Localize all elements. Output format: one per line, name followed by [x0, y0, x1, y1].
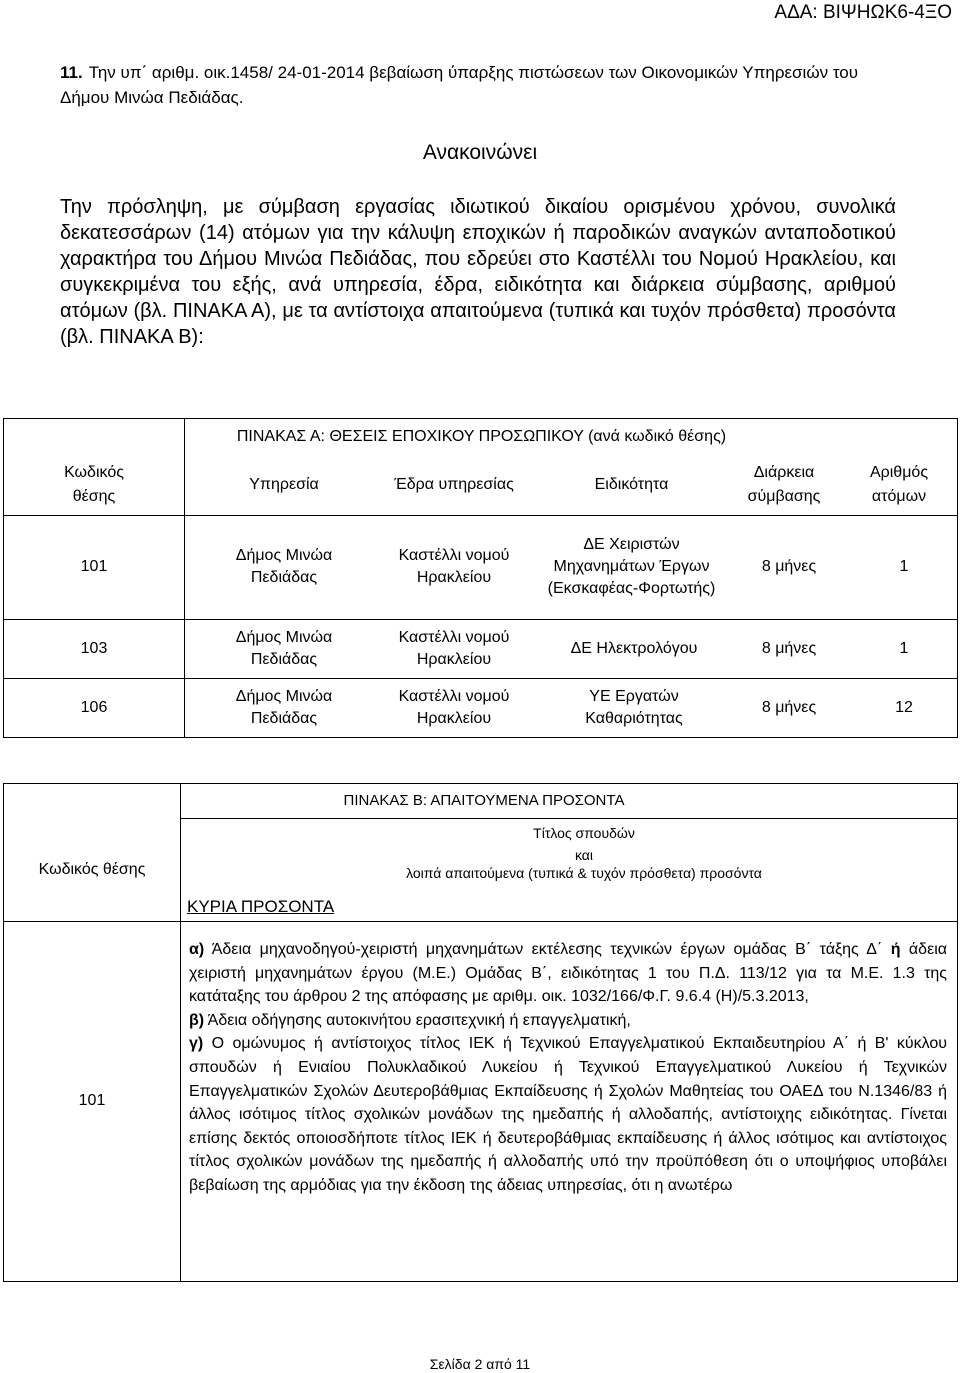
header-duration: Διάρκεια σύμβασης [747, 464, 821, 505]
table-b-row-code: 101 [78, 1092, 106, 1109]
header-code: Κωδικός θέσης [64, 464, 124, 505]
row-106-persons: 12 [895, 698, 913, 716]
row-103-persons: 1 [899, 639, 909, 657]
row-106-seat: Καστέλλι νομού Ηρακλείου [398, 687, 510, 727]
item-text: Την υπ΄ αριθμ. οικ.1458/ 24-01-2014 βεβαίωση ύπαρξης πιστώσεων των Οικονομικών Υπηρεσιών του Δήμου Μινώα Πεδιάδας. [60, 63, 859, 107]
qual-header-3: λοιπά απαιτούμενα (τυπικά & τυχόν πρόσθετα) προσόντα [406, 865, 762, 881]
table-b-title: ΠΙΝΑΚΑΣ Β: ΑΠΑΙΤΟΥΜΕΝΑ ΠΡΟΣΟΝΤΑ [343, 792, 625, 809]
row-101-persons: 1 [899, 558, 909, 575]
req-a: α) Άδεια μηχανοδηγού-χειριστή μηχανημάτων εκτέλεσης τεχνικών έργων ομάδας Β΄ τάξης Δ΄ ή άδεια χειριστή μηχανημάτων έργου (Μ.Ε.) Ομάδας Β΄, ειδικότητας 1 του Π.Δ. 113/12 για τα Μ.Ε. 1.3 της κατάταξης του άρθρου 2 της απόφασης με αριθμ. οικ. 1032/166/Φ.Γ. 9.6.4 (Η)/5.3.2013, [189, 941, 947, 1006]
row-101-code: 101 [80, 558, 108, 575]
item-11 [60, 60, 910, 110]
row-101-service: Δήμος Μινώα Πεδιάδας [235, 547, 333, 586]
row-101-specialty: ΔΕ Χειριστών Μηχανημάτων Έργων (Εκσκαφέας-Φορτωτής) [547, 536, 716, 597]
header-persons: Αριθμός ατόμων [869, 464, 929, 505]
req-c: γ) Ο ομώνυμος ή αντίστοιχος τίτλος ΙΕΚ ή Τεχνικού Επαγγελματικού Εκπαιδευτηρίου Α΄ ή Β' κύκλου σπουδών ή Ενιαίου Πολυκλαδικού Λυκείου ή Τεχνικού Επαγγελματικού Λυκείου ή Τεχνικών Επαγγελματικών Σχολών Δευτεροβάθμιας Εκπαίδευσης ή Σχολών Μαθητείας του ΟΑΕΔ του Ν.1346/83 ή άλλος ισότιμος τίτλος σχολικών μονάδων της ημεδαπής ή αλλοδαπής, αντίστοιχης ειδικότητας. Γίνεται επίσης δεκτός οποιοσδήποτε τίτλος ΙΕΚ ή δευτεροβάθμιας εκπαίδευσης ή άλλος ισότιμος και αντίστοιχος τίτλος σχολικών μονάδων της ημεδαπής ή αλλοδαπής υπό την προϋπόθεση ότι ο υποψήφιος υποβάλει βεβαίωση της αρμόδιας για την έκδοση της άδειας υπηρεσίας, ότι η ανωτέρω [189, 1035, 947, 1194]
header-service: Υπηρεσία [249, 476, 319, 493]
announcement-heading: Ανακοινώνει [422, 141, 538, 164]
row-103-duration: 8 μήνες [761, 639, 817, 657]
row-106-duration: 8 μήνες [761, 698, 817, 716]
row-103-seat: Καστέλλι νομού Ηρακλείου [398, 628, 510, 668]
qual-header-2: και [574, 847, 594, 863]
header-specialty: Ειδικότητα [594, 476, 669, 493]
row-101-duration: 8 μήνες [761, 558, 817, 575]
item-number: 11. [60, 63, 83, 82]
row-106-code: 106 [80, 698, 108, 716]
qual-header-1: Τίτλος σπουδών [533, 825, 635, 841]
main-qualifications-label: ΚΥΡΙΑ ΠΡΟΣΟΝΤΑ [187, 897, 335, 916]
req-b: β) Άδεια οδήγησης αυτοκινήτου ερασιτεχνική ή επαγγελματική, [189, 1011, 631, 1029]
table-b [3, 783, 958, 1282]
table-a [3, 418, 958, 738]
table-a-title: ΠΙΝΑΚΑΣ Α: ΘΕΣΕΙΣ ΕΠΟΧΙΚΟΥ ΠΡΟΣΩΠΙΚΟΥ (ανά κωδικό θέσης) [236, 428, 727, 445]
qualifications-text [189, 938, 947, 1198]
intro-paragraph: Την πρόσληψη, με σύμβαση εργασίας ιδιωτικού δικαίου ορισμένου χρόνου, συνολικά δεκατεσσάρων (14) ατόμων για την κάλυψη εποχικών ή παροδικών αναγκών ανταποδοτικού χαρακτήρα του Δήμου Μινώα Πεδιάδας, που εδρεύει στο Καστέλλι του Νομού Ηρακλείου, και συγκεκριμένα του εξής, ανά υπηρεσία, έδρα, ειδικότητα και διάρκεια σύμβασης, αριθμού ατόμων (βλ. ΠΙΝΑΚΑ Α), με τα αντίστοιχα απαιτούμενα (τυπικά και τυχόν πρόσθετα) προσόντα (βλ. ΠΙΝΑΚΑ Β): [60, 196, 896, 348]
row-106-specialty: ΥΕ Εργατών Καθαριότητας [585, 687, 683, 727]
row-103-specialty: ΔΕ Ηλεκτρολόγου [570, 639, 698, 657]
row-101-seat: Καστέλλι νομού Ηρακλείου [398, 547, 510, 586]
row-103-code: 103 [80, 639, 108, 657]
row-106-service: Δήμος Μινώα Πεδιάδας [235, 687, 333, 727]
page-footer: Σελίδα 2 από 11 [429, 1356, 531, 1372]
ada-code: ΑΔΑ: ΒΙΨΗΩΚ6-4ΞΟ [774, 2, 952, 23]
row-103-service: Δήμος Μινώα Πεδιάδας [235, 628, 333, 668]
header-seat: Έδρα υπηρεσίας [394, 476, 514, 493]
table-b-code-header: Κωδικός θέσης [38, 860, 146, 878]
